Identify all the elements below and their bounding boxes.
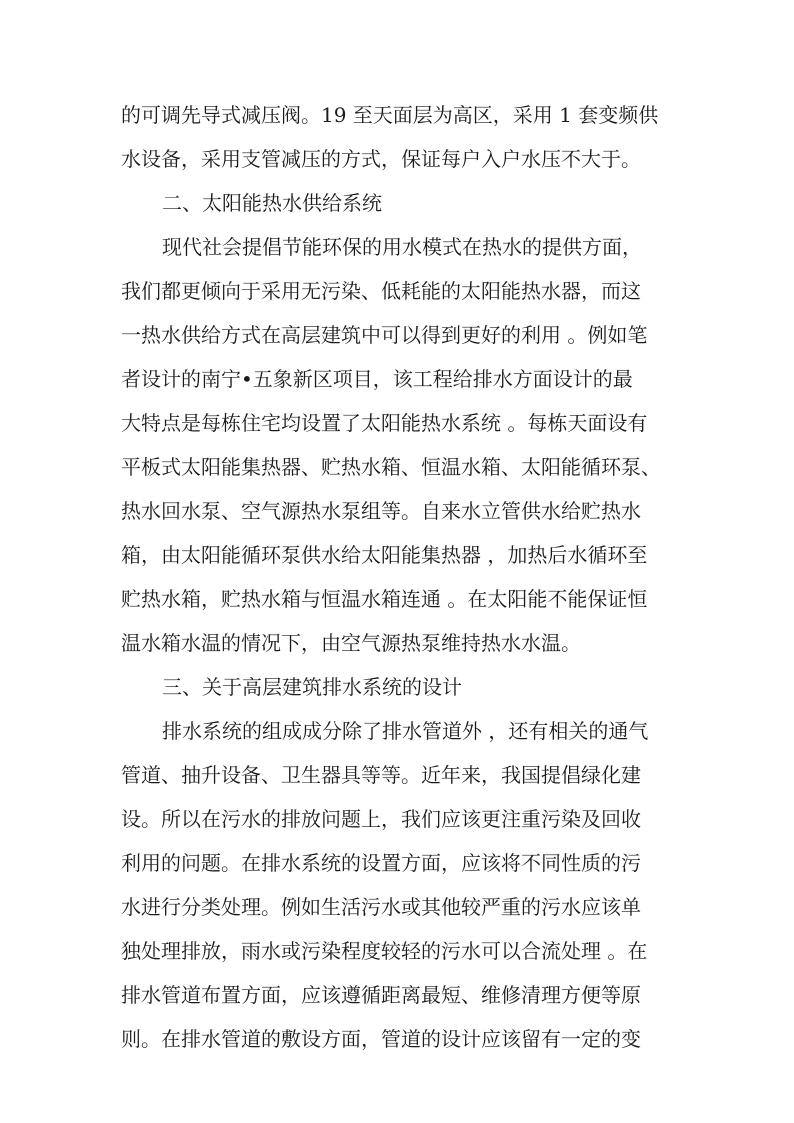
text-line: 者设计的南宁•五象新区项目，该工程给排水方面设计的最 [121,367,633,391]
text-line: 排水管道布置方面，应该遵循距离最短、维修清理方便等原 [121,983,641,1007]
text-line: 水设备，采用支管减压的方式，保证每户入户水压不大于。 [121,147,641,171]
text-line: 利用的问题。在排水系统的设置方面，应该将不同性质的污 [121,851,641,875]
text-line: 管道、抽升设备、卫生器具等等。近年来，我国提倡绿化建 [121,763,641,787]
section-heading: 二、太阳能热水供给系统 [162,191,382,215]
text-line: 一热水供给方式在高层建筑中可以得到更好的利用 。例如笔 [121,323,648,347]
text-line: 我们都更倾向于采用无污染、低耗能的太阳能热水器，而这 [121,279,641,303]
text-line: 热水回水泵、空气源热水泵组等。自来水立管供水给贮热水 [121,499,641,523]
text-line: 独处理排放，雨水或污染程度较轻的污水可以合流处理 。在 [121,939,648,963]
paragraph-first-line: 排水系统的组成成分除了排水管道外 ，还有相关的通气 [162,719,649,743]
text-line: 大特点是每栋住宅均设置了太阳能热水系统 。每栋天面设有 [121,411,648,435]
section-heading: 三、关于高层建筑排水系统的设计 [162,675,462,699]
text-line: 箱，由太阳能循环泵供水给太阳能集热器 ，加热后水循环至 [121,543,648,567]
text-line: 贮热水箱，贮热水箱与恒温水箱连通 。在太阳能不能保证恒 [121,587,648,611]
text-line: 平板式太阳能集热器、贮热水箱、恒温水箱、太阳能循环泵、 [121,455,661,479]
text-line: 则。在排水管道的敷设方面，管道的设计应该留有一定的变 [121,1027,641,1051]
text-line: 设。所以在污水的排放问题上，我们应该更注重污染及回收 [121,807,641,831]
text-line: 的可调先导式减压阀。19 至天面层为高区，采用 1 套变频供 [121,103,659,127]
paragraph-first-line: 现代社会提倡节能环保的用水模式在热水的提供方面， [162,235,642,259]
text-line: 水进行分类处理。例如生活污水或其他较严重的污水应该单 [121,895,641,919]
text-line: 温水箱水温的情况下，由空气源热泵维持热水水温。 [121,631,581,655]
